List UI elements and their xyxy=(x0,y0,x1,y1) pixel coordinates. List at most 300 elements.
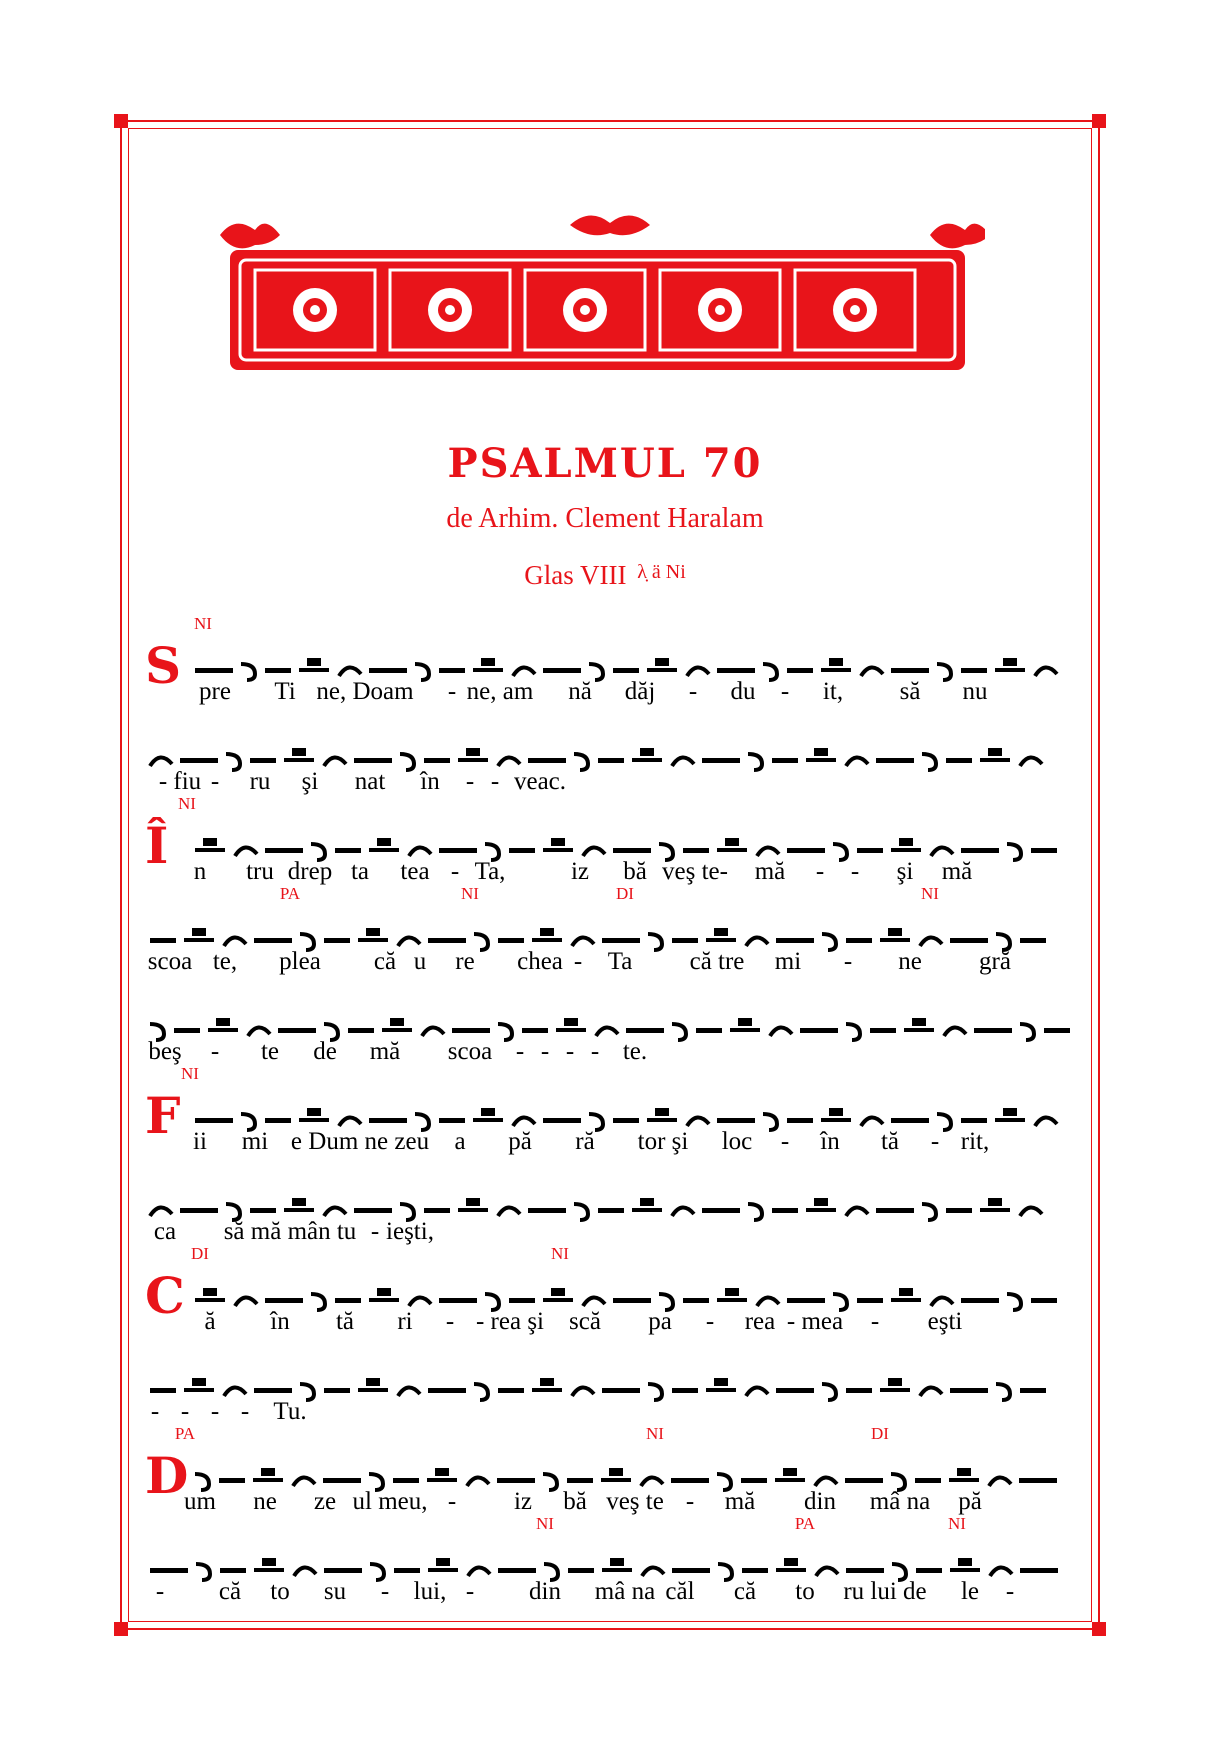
neume-glyph xyxy=(339,1117,361,1126)
lyric-syllable: să mă mân tu xyxy=(223,1218,357,1245)
lyric-syllable: - xyxy=(490,768,500,795)
lyric-syllable: ze xyxy=(313,1488,337,1515)
lyric-syllable: Ta, xyxy=(474,858,506,885)
neume-glyph xyxy=(299,660,329,670)
corner-ornament xyxy=(114,114,128,128)
neume-glyph xyxy=(174,1028,200,1033)
neume-glyph xyxy=(717,840,747,850)
neume-glyph xyxy=(1019,1478,1057,1483)
neume-glyph xyxy=(857,848,883,853)
neume-glyph xyxy=(861,667,883,676)
martyria-mark: NI xyxy=(536,1514,554,1533)
neume-glyph xyxy=(354,758,392,763)
neume-glyph xyxy=(358,1380,388,1390)
neume-glyph xyxy=(846,938,872,943)
neume-glyph xyxy=(324,1568,362,1573)
neume-glyph xyxy=(891,1290,921,1300)
lyric-syllable: - xyxy=(150,1398,160,1425)
neume-glyph xyxy=(648,934,662,950)
neume-glyph xyxy=(602,1388,640,1393)
neume-glyph xyxy=(294,1567,316,1576)
neume-glyph xyxy=(180,758,218,763)
neume-glyph xyxy=(776,1560,806,1570)
neume-glyph xyxy=(995,660,1025,670)
neume-glyph xyxy=(513,1117,535,1126)
neume-glyph xyxy=(822,934,836,950)
martyria-mark: NI xyxy=(194,614,212,633)
neume-glyph xyxy=(846,1207,868,1216)
lyric-syllable: mâ na xyxy=(869,1488,931,1515)
neume-glyph xyxy=(311,1294,325,1310)
neume-glyph xyxy=(382,1020,412,1030)
lyric-syllable: lui, xyxy=(413,1578,447,1605)
neume-glyph xyxy=(647,660,677,670)
neume-glyph xyxy=(904,1020,934,1030)
lyric-syllable: mă xyxy=(369,1038,401,1065)
neume-glyph xyxy=(706,1380,736,1390)
neume-glyph xyxy=(439,668,465,673)
lyric-syllable: - rea şi xyxy=(475,1308,545,1335)
lyric-syllable: nat xyxy=(354,768,386,795)
neume-glyph xyxy=(950,1388,988,1393)
lyric-syllable: Ti xyxy=(274,678,296,705)
lyric-syllable: ri xyxy=(397,1308,413,1335)
neume-glyph xyxy=(150,1207,172,1216)
neume-glyph xyxy=(348,1028,374,1033)
neume-glyph xyxy=(265,1298,303,1303)
neume-glyph xyxy=(718,1564,732,1580)
neume-glyph xyxy=(748,1204,762,1220)
neume-glyph xyxy=(891,1118,929,1123)
neume-glyph xyxy=(702,1208,740,1213)
neume-glyph xyxy=(949,1470,979,1480)
neume-glyph xyxy=(1035,667,1057,676)
martyria-mark: NI xyxy=(646,1424,664,1443)
neume-glyph xyxy=(393,1478,419,1483)
lyric-syllable: că xyxy=(218,1578,242,1605)
neume-glyph xyxy=(150,1388,176,1393)
lyric-syllable: gră xyxy=(979,948,1011,975)
neume-glyph xyxy=(846,1024,860,1040)
lyric-syllable: nu xyxy=(962,678,988,705)
lyric-syllable: a xyxy=(454,1128,466,1155)
lyric-syllable: n xyxy=(193,858,207,885)
neume-glyph xyxy=(543,668,581,673)
neume-glyph xyxy=(806,1200,836,1210)
lyric-syllable: tea xyxy=(400,858,430,885)
lyric-syllable: nă xyxy=(568,678,592,705)
neume-glyph xyxy=(583,847,605,856)
neume-glyph xyxy=(776,938,814,943)
neume-glyph xyxy=(950,1560,980,1570)
neume-glyph xyxy=(816,1567,838,1576)
lyric-syllable: tă xyxy=(335,1308,355,1335)
neume-glyph xyxy=(806,750,836,760)
neume-glyph xyxy=(398,937,420,946)
neume-glyph xyxy=(891,668,929,673)
neume-glyph xyxy=(601,1470,631,1480)
lyric-syllable: pa xyxy=(648,1308,672,1335)
neume-glyph xyxy=(1020,1024,1034,1040)
neume-glyph xyxy=(946,758,972,763)
lyric-syllable: ne xyxy=(253,1488,277,1515)
lyric-syllable: - xyxy=(155,1578,165,1605)
neume-glyph xyxy=(424,1208,450,1213)
chant-line xyxy=(145,1514,1075,1630)
neume-glyph xyxy=(641,1477,663,1486)
lyric-syllable: plea xyxy=(279,948,321,975)
lyric-syllable: - xyxy=(815,858,825,885)
neume-glyph xyxy=(763,1114,777,1130)
neume-glyph xyxy=(772,758,798,763)
neume-glyph xyxy=(184,930,214,940)
lyric-syllable: to xyxy=(795,1578,815,1605)
lyric-syllable: to xyxy=(270,1578,290,1605)
neume-glyph xyxy=(324,757,346,766)
lyric-syllable: - fiu xyxy=(158,768,202,795)
lyric-syllable: ca xyxy=(153,1218,177,1245)
page-title: PSALMUL 70 xyxy=(447,440,763,487)
lyric-syllable: că xyxy=(733,1578,757,1605)
neume-glyph xyxy=(293,1477,315,1486)
lyric-syllable: iz xyxy=(513,1488,533,1515)
lyric-syllable: du xyxy=(730,678,756,705)
chant-line xyxy=(145,1180,1075,1270)
lyric-syllable: în xyxy=(420,768,440,795)
neume-glyph xyxy=(428,1388,466,1393)
lyric-syllable: it, xyxy=(822,678,844,705)
neume-glyph xyxy=(642,1567,664,1576)
neume-glyph xyxy=(613,1298,651,1303)
lyric-syllable: în xyxy=(820,1128,840,1155)
lyric-syllable: - xyxy=(1005,1578,1015,1605)
neume-glyph xyxy=(845,1478,883,1483)
neume-glyph xyxy=(672,1024,686,1040)
neume-glyph xyxy=(880,930,910,940)
martyria-mark: NI xyxy=(948,1514,966,1533)
neume-glyph xyxy=(846,757,868,766)
neume-glyph xyxy=(995,1110,1025,1120)
neume-glyph xyxy=(647,1110,677,1120)
lyric-syllable: ne, am xyxy=(466,678,534,705)
neume-glyph xyxy=(220,1568,246,1573)
neume-glyph xyxy=(876,758,914,763)
lyric-syllable: căl xyxy=(665,1578,695,1605)
lyric-syllable: loc xyxy=(721,1128,753,1155)
lyric-syllable: şi xyxy=(896,858,914,885)
lyric-syllable: veac. xyxy=(513,768,567,795)
neume-glyph xyxy=(196,1564,210,1580)
neume-glyph xyxy=(857,1298,883,1303)
neume-strip xyxy=(145,820,1075,880)
mode-line xyxy=(0,560,1210,591)
lyric-syllable: um xyxy=(184,1488,216,1515)
neume-glyph xyxy=(398,1387,420,1396)
lyric-syllable: ră xyxy=(575,1128,595,1155)
lyric-syllable: veş te- xyxy=(662,858,728,885)
neume-glyph xyxy=(876,1208,914,1213)
neume-glyph xyxy=(800,1028,838,1033)
neume-glyph xyxy=(598,1208,624,1213)
neume-glyph xyxy=(787,1298,825,1303)
neume-glyph xyxy=(497,1478,535,1483)
lyric-syllable: rit, xyxy=(960,1128,990,1155)
header-ornament xyxy=(210,215,985,390)
neume-glyph xyxy=(254,938,292,943)
neume-glyph xyxy=(284,1200,314,1210)
lyric-syllable: ta xyxy=(350,858,370,885)
neume-glyph xyxy=(208,1020,238,1030)
neume-glyph xyxy=(746,1387,768,1396)
neume-glyph xyxy=(922,1204,936,1220)
neume-glyph xyxy=(248,1027,270,1036)
neume-glyph xyxy=(532,1380,562,1390)
neume-glyph xyxy=(509,848,535,853)
lyric-syllable: te xyxy=(260,1038,280,1065)
martyria-mark: DI xyxy=(871,1424,889,1443)
neume-glyph xyxy=(354,1208,392,1213)
neume-glyph xyxy=(369,840,399,850)
neume-glyph xyxy=(787,668,813,673)
neume-glyph xyxy=(543,840,573,850)
neume-glyph xyxy=(278,1028,316,1033)
mode-signature: λ̣ ä Ni xyxy=(637,561,686,583)
lyric-syllable: - xyxy=(180,1398,190,1425)
lyric-syllable: de xyxy=(313,1038,337,1065)
neume-glyph xyxy=(473,660,503,670)
chant-line xyxy=(145,1424,1075,1540)
neume-glyph xyxy=(916,1568,942,1573)
neume-glyph xyxy=(776,1388,814,1393)
neume-glyph xyxy=(195,1118,233,1123)
martyria-mark: PA xyxy=(279,884,301,903)
neume-glyph xyxy=(989,1477,1011,1486)
neume-glyph xyxy=(428,1560,458,1570)
neume-glyph xyxy=(821,660,851,670)
neume-glyph xyxy=(757,847,779,856)
chant-line xyxy=(145,614,1075,730)
lyric-syllable: - xyxy=(540,1038,550,1065)
lyric-syllable: drep xyxy=(287,858,333,885)
neume-glyph xyxy=(746,937,768,946)
neume-glyph xyxy=(572,937,594,946)
lyric-syllable: - xyxy=(843,948,853,975)
neume-glyph xyxy=(602,1560,632,1570)
neume-glyph xyxy=(1020,757,1042,766)
lyric-syllable: - xyxy=(450,858,460,885)
drop-cap-initial: D xyxy=(145,1446,189,1505)
neume-glyph xyxy=(150,1568,188,1573)
neume-glyph xyxy=(920,1387,942,1396)
neume-glyph xyxy=(672,1568,710,1573)
neume-glyph xyxy=(937,664,951,680)
neume-glyph xyxy=(775,1470,805,1480)
neume-glyph xyxy=(613,668,639,673)
chant-line xyxy=(145,1064,1075,1180)
neume-glyph xyxy=(787,848,825,853)
lyric-syllable: mă xyxy=(941,858,973,885)
lyric-syllable: - xyxy=(685,1488,695,1515)
neume-glyph xyxy=(922,754,936,770)
neume-glyph xyxy=(846,1388,872,1393)
neume-glyph xyxy=(683,848,709,853)
neume-glyph xyxy=(265,668,291,673)
lyric-syllable: - xyxy=(210,1398,220,1425)
lyric-syllable: în xyxy=(270,1308,290,1335)
neume-glyph xyxy=(427,1470,457,1480)
neume-glyph xyxy=(1044,1028,1070,1033)
neume-glyph xyxy=(369,1118,407,1123)
corner-ornament xyxy=(114,1622,128,1636)
neume-glyph xyxy=(250,1208,276,1213)
neume-glyph xyxy=(522,1028,548,1033)
lyric-syllable: - xyxy=(870,1308,880,1335)
lyric-syllable: bă xyxy=(623,858,647,885)
neume-glyph xyxy=(996,1384,1010,1400)
neume-glyph xyxy=(439,848,477,853)
neume-glyph xyxy=(717,1118,755,1123)
neume-glyph xyxy=(990,1567,1012,1576)
lyric-syllable: ieşti, xyxy=(386,1218,434,1245)
neume-glyph xyxy=(950,938,988,943)
neume-glyph xyxy=(250,758,276,763)
martyria-mark: PA xyxy=(174,1424,196,1443)
neume-glyph xyxy=(394,1568,420,1573)
lyric-syllable: ne, Doam xyxy=(316,678,414,705)
neume-glyph xyxy=(974,1028,1012,1033)
neume-glyph xyxy=(528,758,566,763)
drop-cap-initial: C xyxy=(145,1266,185,1325)
neume-glyph xyxy=(369,1290,399,1300)
neume-glyph xyxy=(572,1387,594,1396)
lyric-syllable: - xyxy=(210,768,220,795)
lyric-syllable: re xyxy=(455,948,475,975)
neume-glyph xyxy=(931,847,953,856)
lyric-syllable: - xyxy=(688,678,698,705)
lyric-syllable: le xyxy=(960,1578,980,1605)
neume-glyph xyxy=(473,1110,503,1120)
lyric-syllable: tor şi xyxy=(637,1128,689,1155)
lyric-syllable: Tu. xyxy=(273,1398,307,1425)
neume-glyph xyxy=(409,847,431,856)
neume-glyph xyxy=(424,758,450,763)
drop-cap-initial: S xyxy=(145,636,182,695)
lyric-syllable: - xyxy=(380,1578,390,1605)
neume-glyph xyxy=(687,1117,709,1126)
neume-glyph xyxy=(528,1208,566,1213)
lyric-syllable: ne xyxy=(898,948,922,975)
neume-glyph xyxy=(224,1387,246,1396)
lyric-syllable: - xyxy=(210,1038,220,1065)
lyric-syllable: - xyxy=(780,678,790,705)
neume-strip xyxy=(145,730,1075,790)
lyric-syllable: te. xyxy=(622,1038,648,1065)
neume-glyph xyxy=(626,1028,664,1033)
neume-glyph xyxy=(757,1297,779,1306)
lyric-syllable: - xyxy=(573,948,583,975)
neume-glyph xyxy=(224,937,246,946)
neume-glyph xyxy=(632,750,662,760)
lyric-syllable: - xyxy=(370,1218,380,1245)
lyric-syllable: pre xyxy=(199,678,231,705)
neume-glyph xyxy=(235,1297,257,1306)
lyric-syllable: iz xyxy=(570,858,590,885)
lyric-syllable: - xyxy=(447,678,457,705)
lyric-syllable: - xyxy=(930,1128,940,1155)
neume-glyph xyxy=(415,664,429,680)
neume-glyph xyxy=(961,1118,987,1123)
neume-glyph xyxy=(672,1207,694,1216)
neume-glyph xyxy=(702,758,740,763)
lyric-syllable: u xyxy=(413,948,427,975)
lyric-syllable: ă xyxy=(204,1308,216,1335)
neume-glyph xyxy=(1020,1568,1058,1573)
neume-glyph xyxy=(1007,1294,1021,1310)
neume-glyph xyxy=(946,1208,972,1213)
lyric-syllable: dăj xyxy=(624,678,656,705)
neume-glyph xyxy=(730,1020,760,1030)
lyric-syllable: e Dum ne zeu xyxy=(290,1128,430,1155)
martyria-mark: PA xyxy=(794,1514,816,1533)
lyric-syllable: veş te xyxy=(606,1488,664,1515)
neume-glyph xyxy=(568,1568,594,1573)
neume-glyph xyxy=(980,1200,1010,1210)
neume-glyph xyxy=(672,938,698,943)
neume-glyph xyxy=(422,1027,444,1036)
neume-glyph xyxy=(687,667,709,676)
lyric-syllable: că tre xyxy=(689,948,745,975)
lyric-syllable: - xyxy=(445,1308,455,1335)
neume-glyph xyxy=(632,1200,662,1210)
neume-glyph xyxy=(1035,1117,1057,1126)
neume-glyph xyxy=(763,664,777,680)
neume-glyph xyxy=(672,1388,698,1393)
neume-glyph xyxy=(1007,844,1021,860)
chant-line xyxy=(145,1360,1075,1450)
lyric-syllable: şi xyxy=(301,768,319,795)
neume-glyph xyxy=(696,1028,722,1033)
martyria-mark: NI xyxy=(178,794,196,813)
lyric-syllable: din xyxy=(804,1488,836,1515)
lyric-syllable: scoa xyxy=(447,1038,493,1065)
neume-glyph xyxy=(474,934,488,950)
neume-glyph xyxy=(532,930,562,940)
neume-glyph xyxy=(195,668,233,673)
neume-glyph xyxy=(1020,1388,1046,1393)
neume-glyph xyxy=(498,1388,524,1393)
neume-glyph xyxy=(833,844,847,860)
neume-glyph xyxy=(150,938,176,943)
neume-glyph xyxy=(717,668,755,673)
neume-glyph xyxy=(439,1118,465,1123)
lyric-syllable: chea xyxy=(517,948,563,975)
lyric-syllable: te, xyxy=(212,948,238,975)
neume-glyph xyxy=(602,938,640,943)
neume-glyph xyxy=(822,1384,836,1400)
neume-glyph xyxy=(265,1118,291,1123)
lyric-syllable: - xyxy=(240,1398,250,1425)
neume-glyph xyxy=(335,1298,361,1303)
neume-glyph xyxy=(944,1027,966,1036)
neume-glyph xyxy=(400,754,414,770)
neume-glyph xyxy=(498,938,524,943)
lyric-syllable: ul meu, xyxy=(352,1488,428,1515)
neume-glyph xyxy=(226,754,240,770)
lyric-syllable: Ta xyxy=(607,948,633,975)
neume-glyph xyxy=(458,1200,488,1210)
neume-glyph xyxy=(1020,938,1046,943)
lyric-syllable: ru xyxy=(249,768,271,795)
